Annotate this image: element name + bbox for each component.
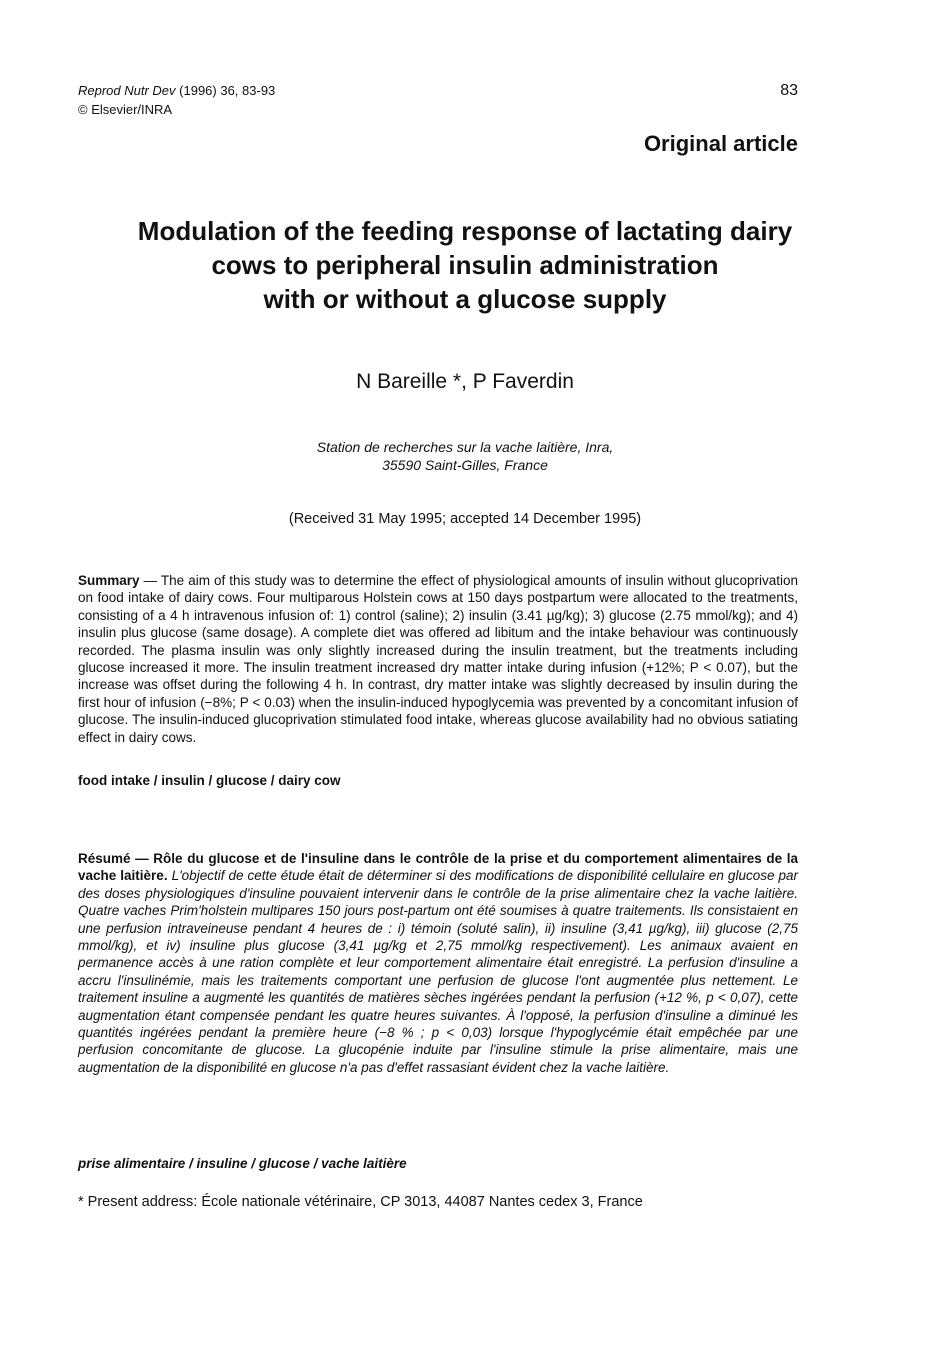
affiliation-line: 35590 Saint-Gilles, France	[382, 457, 548, 473]
article-type: Original article	[643, 131, 798, 156]
resume-abstract	[78, 850, 798, 1076]
author-footnote: * Present address: École nationale vétérinaire, CP 3013, 44087 Nantes cedex 3, France	[78, 1194, 643, 1210]
journal-citation	[78, 83, 275, 99]
journal-volume-pages: (1996) 36, 83-93	[175, 83, 276, 98]
title-line: with or without a glucose supply	[263, 284, 667, 314]
copyright-notice: © Elsevier/INRA	[78, 102, 173, 117]
resume-label: Résumé — Rôle du glucose et de l'insuline dans le contrôle de la prise et du comportement alimentaires de la vache laitière.	[78, 851, 798, 884]
title-line: cows to peripheral insulin administration	[211, 250, 719, 280]
journal-name: Reprod Nutr Dev	[78, 83, 176, 98]
affiliation	[60, 438, 870, 474]
authors: N Bareille *, P Faverdin	[356, 370, 574, 393]
summary-abstract	[78, 572, 798, 746]
affiliation-line: Station de recherches sur la vache laitière, Inra,	[316, 439, 614, 455]
mots-cles: prise alimentaire / insuline / glucose / vache laitière	[78, 1156, 407, 1171]
summary-label: Summary	[78, 573, 140, 588]
title-line: Modulation of the feeding response of lactating dairy	[137, 216, 793, 246]
resume-text: L'objectif de cette étude était de déterminer si des modifications de disponibilité cellulaire en glucose par des doses physiologiques d'insuline pouvaient intervenir dans le contrôle de la prise alimentaire chez la vache laitière. Quatre vaches Prim'holstein multipares 150 jours post-partum ont été soumises à quatre traitements. Ils consistaient en une perfusion intraveineuse pendant 4 heures de : i) témoin (soluté salin), ii) insuline (3,41 µg/kg), iii) glucose (2,75 mmol/kg), et iv) insuline plus glucose (3,41 µg/kg et 2,75 mmol/kg respectivement). Les animaux avaient en permanence accès à une ration complète et leur comportement alimentaire était enregistré. La perfusion d'insuline a accru l'insulinémie, mais les traitements comportant une perfusion de glucose l'ont augmentée plus nettement. Le traitement insuline a augmenté les quantités de matières sèches ingérées pendant la perfusion (+12 %, p < 0,07), cette augmentation étant compensée pendant les quatre heures suivantes. À l'opposé, la perfusion d'insuline a diminué les quantités ingérées pendant la première heure (−8 % ; p < 0,03) lorsque l'hypoglycémie était empêchée par une perfusion concomitante de glucose. La glucopénie induite par l'insuline stimule la prise alimentaire, mais une augmentation de la disponibilité en glucose n'a pas d'effet rassasiant évident chez la vache laitière.	[78, 868, 798, 1075]
received-dates: (Received 31 May 1995; accepted 14 December 1995)	[288, 511, 642, 527]
keywords: food intake / insulin / glucose / dairy cow	[78, 773, 341, 788]
paper-title	[60, 214, 870, 316]
summary-text: — The aim of this study was to determine the effect of physiological amounts of insulin without glucoprivation on food intake of dairy cows. Four multiparous Holstein cows at 150 days postpartum were allocated to the treatments, consisting of a 4 h intravenous infusion of: 1) control (saline); 2) insulin (3.41 µg/kg); 3) glucose (2.75 mmol/kg); and 4) insulin plus glucose (same dosage). A complete diet was offered ad libitum and the intake behaviour was continuously recorded. The plasma insulin was only slightly increased during the insulin treatment, but the treatments including glucose increased it more. The insulin treatment increased dry matter intake during infusion (+12%; P < 0.07), but the increase was offset during the following 4 h. In contrast, dry matter intake was slightly decreased by insulin during the first hour of infusion (−8%; P < 0.03) when the insulin-induced hypoglycemia was prevented by a concomitant infusion of glucose. The insulin-induced glucoprivation stimulated food intake, whereas glucose availability had no obvious satiating effect in dairy cows.	[78, 573, 798, 745]
page-number: 83	[780, 82, 798, 99]
